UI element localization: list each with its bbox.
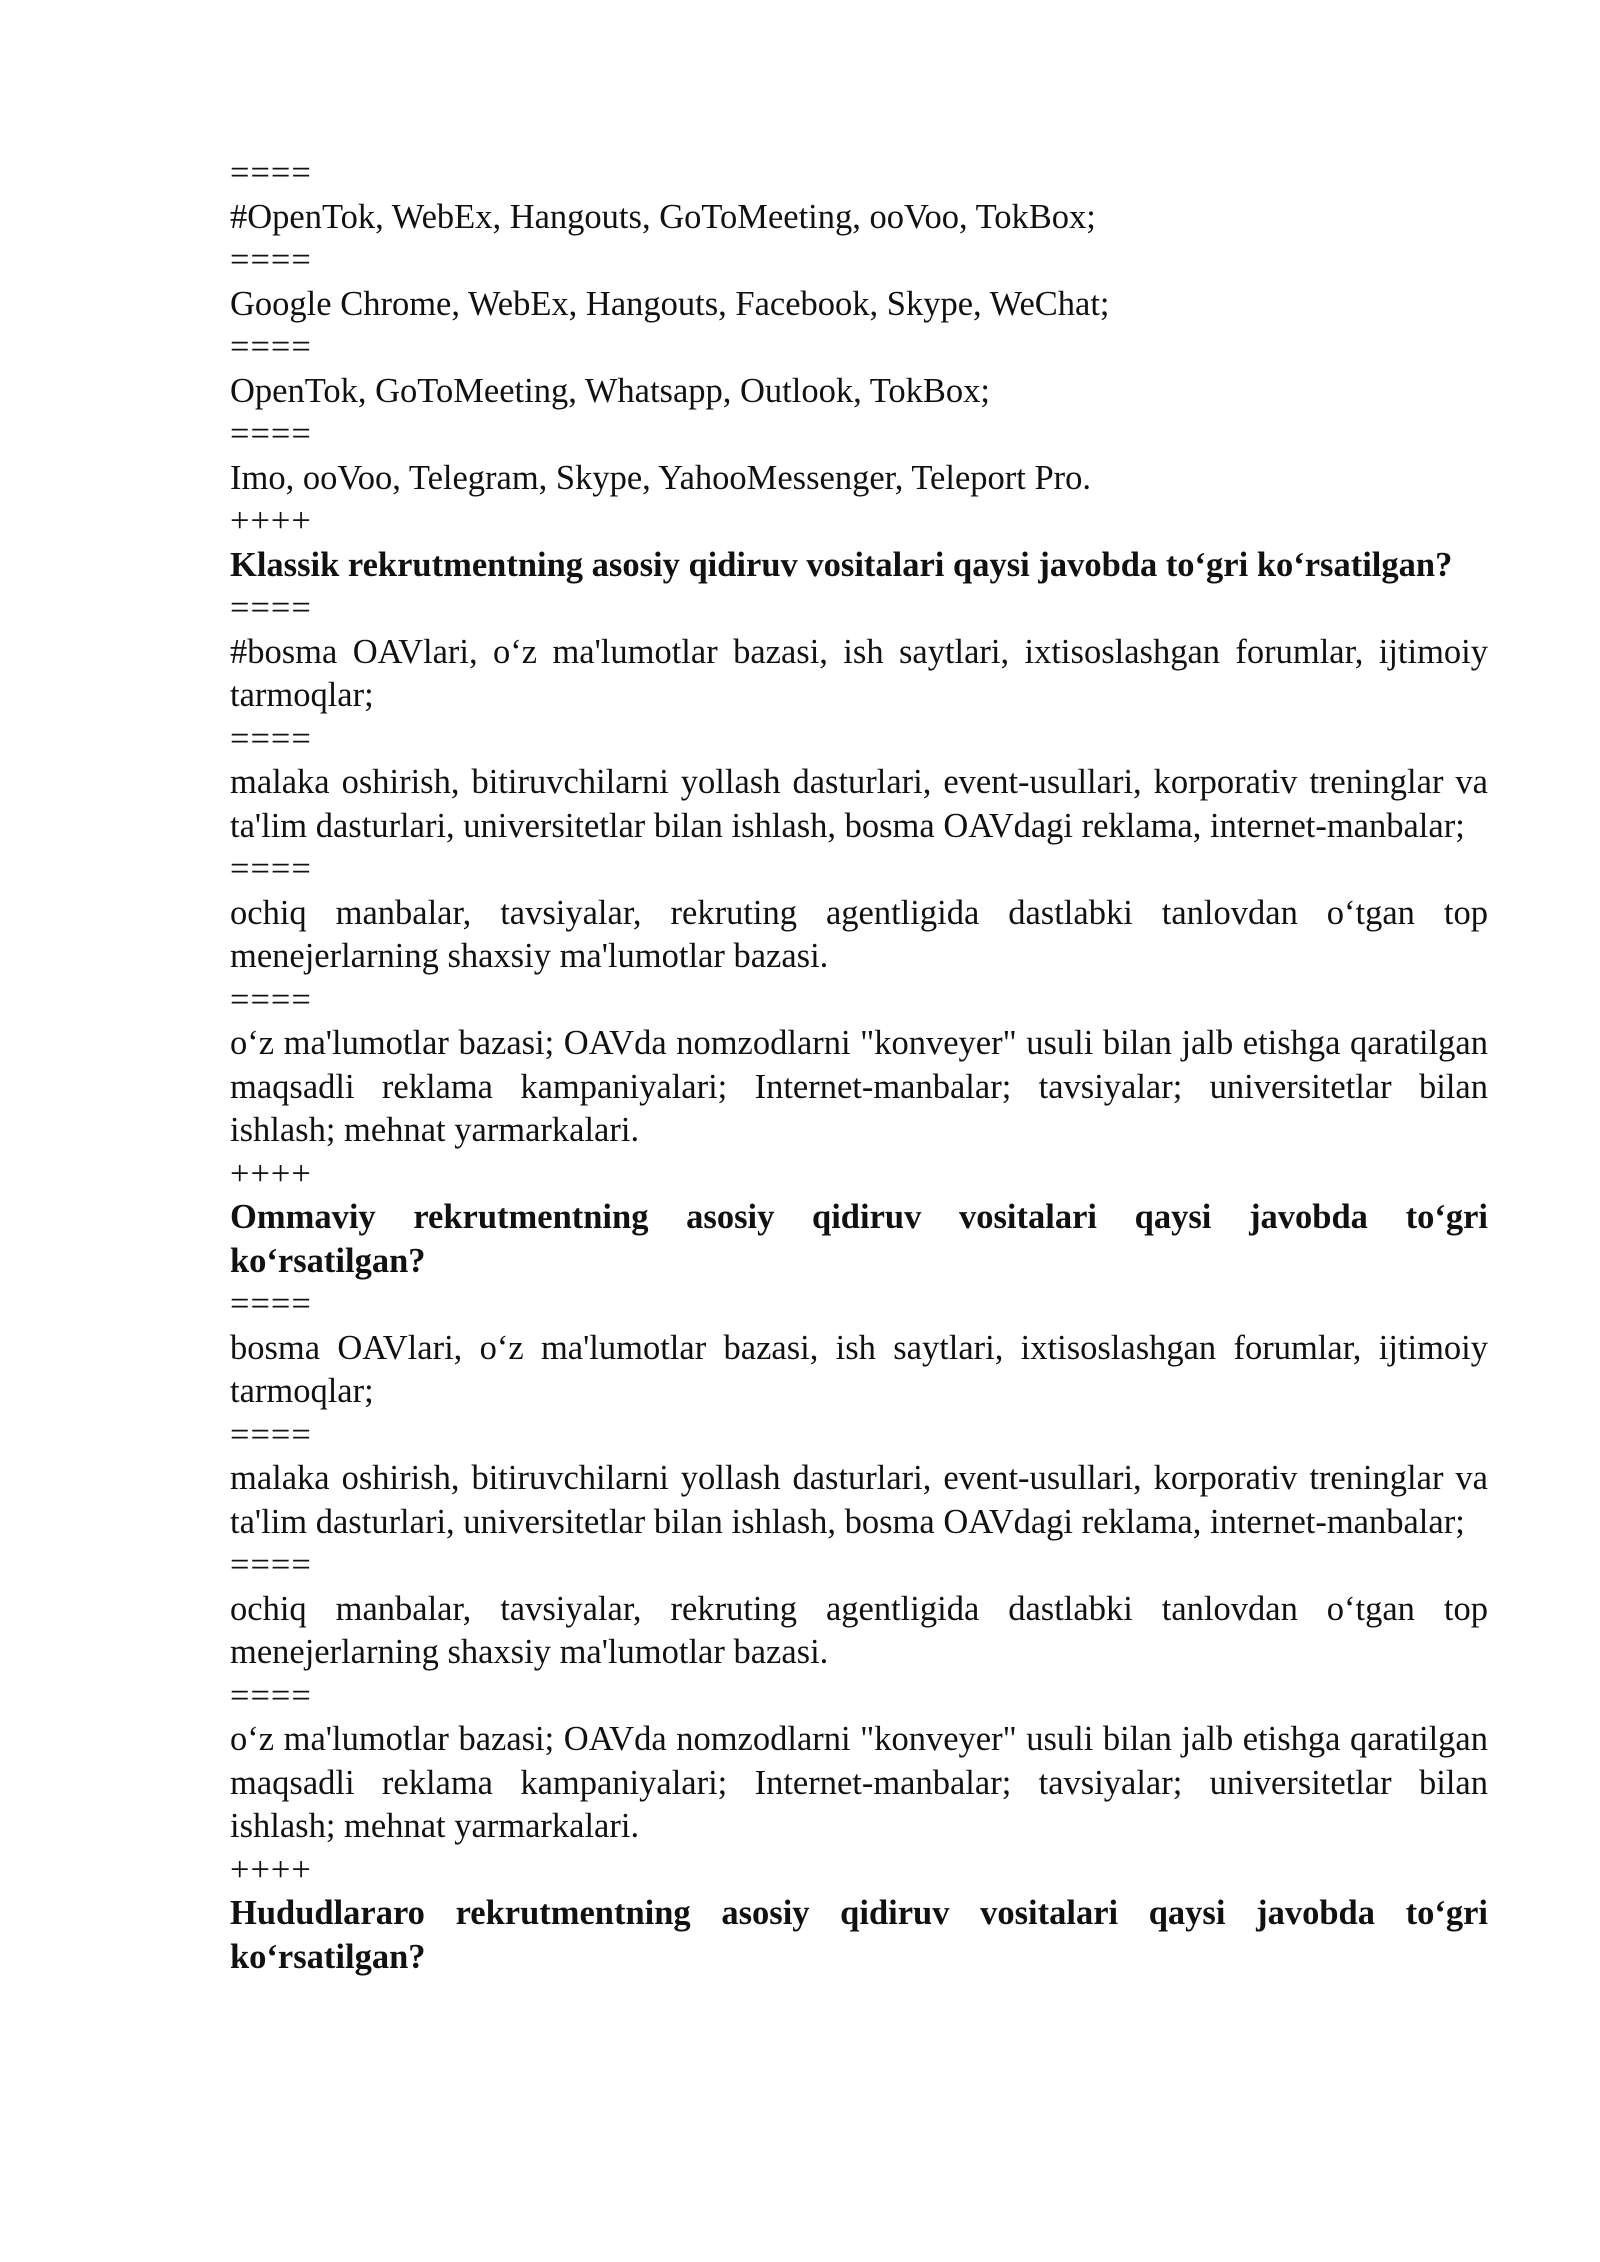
answer-option: malaka oshirish, bitiruvchilarni yollash dasturlari, event-usullari, korporativ treninglar va ta'lim dasturlari, universitetlar bilan ishlash, bosma OAVdagi reklama, internet-manbalar; <box>230 1459 1488 1541</box>
answer-option: Google Chrome, WebEx, Hangouts, Facebook, Skype, WeChat; <box>230 284 1110 323</box>
answer-option: OpenTok, GoToMeeting, Whatsapp, Outlook, TokBox; <box>230 371 990 410</box>
answer-option: #OpenTok, WebEx, Hangouts, GoToMeeting, ooVoo, TokBox; <box>230 197 1096 236</box>
answer-separator: ==== <box>230 589 312 627</box>
question-separator: ++++ <box>230 502 312 540</box>
answer-option: o‘z ma'lumotlar bazasi; OAVda nomzodlarni "konveyer" usuli bilan jalb etishga qaratilgan maqsadli reklama kampaniyalari; Internet-manbalar; tavsiyalar; universitetlar bilan ishlash; mehnat yarmarkalari. <box>230 1720 1488 1845</box>
answer-separator: ==== <box>230 719 312 758</box>
answer-separator: ==== <box>230 980 312 1019</box>
answer-option: bosma OAVlari, o‘z ma'lumotlar bazasi, ish saytlari, ixtisoslashgan forumlar, ijtimoiy tarmoqlar; <box>230 1328 1488 1410</box>
question-text: Hududlararo rekrutmentning asosiy qidiruv vositalari qaysi javobda to‘gri ko‘rsatilgan? <box>230 1894 1488 1976</box>
answer-separator: ==== <box>230 1415 312 1454</box>
question-separator: ++++ <box>230 1154 312 1193</box>
question-text: Klassik rekrutmentning asosiy qidiruv vositalari qaysi javobda to‘gri ko‘rsatilgan? <box>230 545 1453 584</box>
answer-option: Imo, ooVoo, Telegram, Skype, YahooMessenger, Teleport Pro. <box>230 458 1092 497</box>
answer-separator: ==== <box>230 241 312 279</box>
answer-separator: ==== <box>230 1285 312 1323</box>
answer-separator: ==== <box>230 415 312 453</box>
question-separator: ++++ <box>230 1850 312 1889</box>
answer-option: ochiq manbalar, tavsiyalar, rekruting agentligida dastlabki tanlovdan o‘tgan top menejerlarning shaxsiy ma'lumotlar bazasi. <box>230 1589 1488 1671</box>
answer-option: malaka oshirish, bitiruvchilarni yollash dasturlari, event-usullari, korporativ treninglar va ta'lim dasturlari, universitetlar bilan ishlash, bosma OAVdagi reklama, internet-manbalar; <box>230 763 1488 845</box>
answer-option: ochiq manbalar, tavsiyalar, rekruting agentligida dastlabki tanlovdan o‘tgan top menejerlarning shaxsiy ma'lumotlar bazasi. <box>230 893 1488 975</box>
question-text: Ommaviy rekrutmentning asosiy qidiruv vositalari qaysi javobda to‘gri ko‘rsatilgan? <box>230 1198 1488 1280</box>
answer-separator: ==== <box>230 328 312 366</box>
answer-option: o‘z ma'lumotlar bazasi; OAVda nomzodlarni "konveyer" usuli bilan jalb etishga qaratilgan maqsadli reklama kampaniyalari; Internet-manbalar; tavsiyalar; universitetlar bilan ishlash; mehnat yarmarkalari. <box>230 1024 1488 1149</box>
answer-separator: ==== <box>230 1546 312 1584</box>
document-page <box>230 152 1488 1979</box>
answer-separator: ==== <box>230 154 312 192</box>
answer-option: #bosma OAVlari, o‘z ma'lumotlar bazasi, ish saytlari, ixtisoslashgan forumlar, ijtimoiy tarmoqlar; <box>230 632 1488 714</box>
answer-separator: ==== <box>230 1676 312 1715</box>
answer-separator: ==== <box>230 850 312 888</box>
